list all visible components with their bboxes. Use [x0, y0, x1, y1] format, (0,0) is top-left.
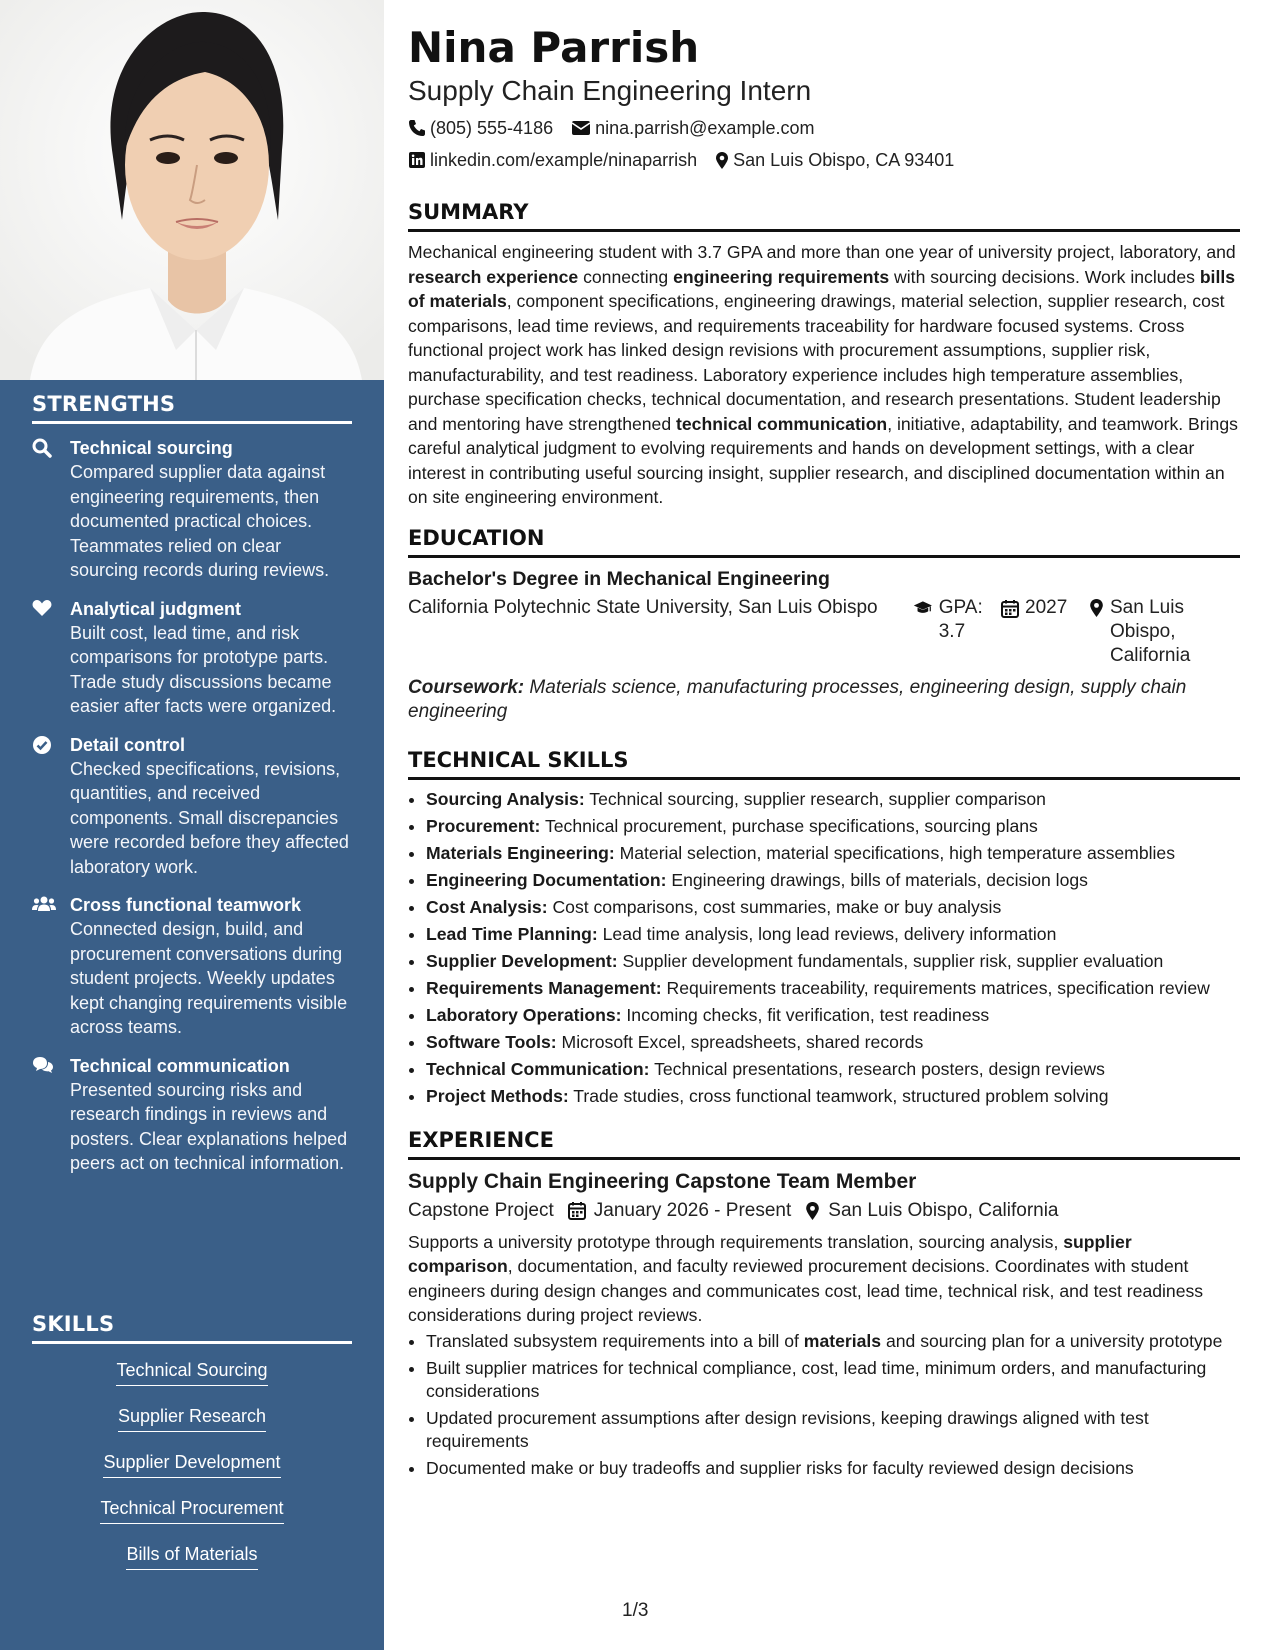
strength-title: Technical sourcing [70, 438, 233, 458]
experience-heading: EXPERIENCE [408, 1126, 1240, 1160]
technical-skills-section [408, 746, 1240, 1108]
phone-icon [408, 119, 426, 137]
summary-text: Mechanical engineering student with 3.7 GPA and more than one year of university project, laboratory, and research experience connecting engineering requirements with sourcing decisions. Work includes bills of materials, component specifications, engineering drawings, material selection, supplier research, cost comparisons, lead time reviews, and requirements traceability for hardware focused systems. Cross functional project work has linked design revisions with procurement assumptions, supplier risk, manufacturability, and test readiness. Laboratory experience includes high temperature assemblies, purchase specification checks, technical documentation, and research presentations. Student leadership and mentoring have strengthened technical communication, initiative, adaptability, and teamwork. Brings careful analytical judgment to evolving requirements and hands on development settings, with a clear interest in contributing useful sourcing insight, supplier research, and disciplined documentation within an on site engineering environment. [408, 242, 1238, 507]
strength-desc: Compared supplier data against engineering requirements, then documented practical choices. Teammates relied on clear sourcing records during reviews. [70, 462, 330, 580]
coursework-label: Coursework: [408, 676, 525, 698]
technical-skill-item: • Technical Communication: Technical presentations, research posters, design reviews [426, 1058, 1240, 1081]
candidate-role: Supply Chain Engineering Intern [408, 75, 812, 106]
experience-section [408, 1126, 1240, 1480]
strength-title: Analytical judgment [70, 598, 242, 619]
strength-desc: Presented sourcing risks and research findings in reviews and posters. Clear explanations helped peers act on technical information. [70, 1079, 348, 1173]
coursework [408, 676, 1240, 724]
skill-item: Technical Sourcing [116, 1358, 267, 1386]
technical-skill-item: • Cost Analysis: Cost comparisons, cost summaries, make or buy analysis [426, 896, 1240, 919]
strength-item [32, 1054, 352, 1176]
calendar-icon [1001, 599, 1019, 618]
search-icon [32, 436, 70, 583]
job-title: Supply Chain Engineering Capstone Team Member [408, 1169, 917, 1193]
strength-title: Detail control [70, 734, 186, 755]
map-marker-icon [715, 151, 729, 170]
job-bullets [408, 1330, 1240, 1480]
technical-skill-item: • Project Methods: Trade studies, cross functional teamwork, structured problem solving [426, 1085, 1240, 1108]
users-icon [32, 893, 70, 1040]
candidate-name: Nina Parrish [408, 23, 700, 72]
email-contact[interactable] [571, 116, 814, 140]
education-details [408, 596, 1240, 668]
contact-info [408, 116, 1240, 172]
gpa-block [913, 596, 1001, 668]
phone-contact[interactable] [408, 116, 553, 140]
comments-icon [32, 1054, 70, 1176]
strength-item [32, 733, 352, 880]
education-heading: EDUCATION [408, 524, 1240, 558]
job-bullet: • Translated subsystem requirements into a bill of materials and sourcing plan for a university prototype [426, 1330, 1240, 1353]
page-number: 1/3 [622, 1600, 649, 1621]
technical-skill-item: • Sourcing Analysis: Technical sourcing, supplier research, supplier comparison [426, 788, 1240, 811]
map-marker-icon [805, 1201, 820, 1221]
strength-desc: Checked specifications, revisions, quantities, and received components. Small discrepancies were recorded before they affected laboratory work. [70, 758, 349, 877]
linkedin-text: linkedin.com/example/ninaparrish [430, 150, 698, 170]
strength-item [32, 597, 352, 719]
phone-text: (805) 555-4186 [430, 118, 554, 138]
skill-item: Technical Procurement [100, 1496, 283, 1524]
job-dates-text: January 2026 - Present [593, 1199, 792, 1221]
technical-skill-item: • Materials Engineering: Material selection, material specifications, high temperature assemblies [426, 842, 1240, 865]
skill-item: Bills of Materials [126, 1542, 257, 1570]
heart-icon [32, 597, 70, 719]
school-location-text: San Luis Obispo, California [1110, 596, 1191, 666]
technical-skill-item: • Lead Time Planning: Lead time analysis, long lead reviews, delivery information [426, 923, 1240, 946]
technical-skill-item: • Software Tools: Microsoft Excel, spreadsheets, shared records [426, 1031, 1240, 1054]
year-text: 2027 [1025, 596, 1068, 618]
job-bullet: • Updated procurement assumptions after design revisions, keeping drawings aligned with test requirements [426, 1407, 1240, 1453]
main-content [408, 22, 1240, 1484]
graduation-year [1001, 596, 1089, 668]
job-bullet: • Built supplier matrices for technical compliance, cost, lead time, minimum orders, and manufacturing considerations [426, 1357, 1240, 1403]
job-bullet: • Documented make or buy tradeoffs and supplier risks for faculty reviewed design decisions [426, 1457, 1240, 1480]
strengths-section [32, 392, 352, 1190]
job-description: Supports a university prototype through requirements translation, sourcing analysis, supplier comparison, documentation, and faculty reviewed procurement decisions. Coordinates with student engineers during design changes and communicates cost, lead time, technical risk, and test readiness considerations during project reviews. [408, 1231, 1204, 1325]
profile-photo [0, 0, 384, 380]
graduation-cap-icon [913, 599, 933, 617]
skills-heading: SKILLS [32, 1312, 352, 1344]
calendar-icon [568, 1201, 586, 1220]
linkedin-icon [408, 151, 426, 169]
sidebar [0, 0, 384, 1650]
job-org: Capstone Project [408, 1199, 554, 1221]
strengths-heading: STRENGTHS [32, 392, 352, 424]
strength-desc: Connected design, build, and procurement conversations during student projects. Weekly updates kept changing requirements visible across teams. [70, 919, 348, 1037]
job-location-text: San Luis Obispo, California [828, 1199, 1059, 1221]
summary-section [408, 198, 1240, 510]
education-section [408, 524, 1240, 724]
school-name: California Polytechnic State University, San Luis Obispo [408, 596, 878, 618]
degree-title: Bachelor's Degree in Mechanical Engineering [408, 567, 830, 590]
technical-skill-item: • Laboratory Operations: Incoming checks, fit verification, test readiness [426, 1004, 1240, 1027]
strength-title: Technical communication [70, 1055, 290, 1076]
strength-item [32, 893, 352, 1040]
email-text: nina.parrish@example.com [595, 118, 815, 138]
technical-skill-item: • Supplier Development: Supplier development fundamentals, supplier risk, supplier evaluation [426, 950, 1240, 973]
gpa-text: GPA: 3.7 [938, 596, 983, 642]
skill-item: Supplier Development [103, 1450, 280, 1478]
skills-section [32, 1312, 352, 1588]
summary-heading: SUMMARY [408, 198, 1240, 232]
skills-list [32, 1358, 352, 1588]
technical-skills-heading: TECHNICAL SKILLS [408, 746, 1240, 780]
location-text: San Luis Obispo, CA 93401 [733, 150, 955, 170]
job-location [805, 1198, 1058, 1224]
school-location [1089, 596, 1240, 668]
strength-item [32, 436, 352, 583]
job-dates [568, 1198, 792, 1224]
coursework-text: Materials science, manufacturing processes, engineering design, supply chain engineering [408, 676, 1187, 722]
technical-skill-item: • Requirements Management: Requirements traceability, requirements matrices, specification review [426, 977, 1240, 1000]
strength-title: Cross functional teamwork [70, 895, 302, 915]
map-marker-icon [1089, 598, 1104, 618]
envelope-icon [571, 120, 591, 136]
check-circle-icon [32, 733, 70, 880]
skill-item: Supplier Research [118, 1404, 266, 1432]
job-meta [408, 1198, 1240, 1224]
linkedin-contact[interactable] [408, 148, 697, 172]
technical-skill-item: • Engineering Documentation: Engineering drawings, bills of materials, decision logs [426, 869, 1240, 892]
location-contact [715, 148, 954, 172]
technical-skill-item: • Procurement: Technical procurement, purchase specifications, sourcing plans [426, 815, 1240, 838]
strength-desc: Built cost, lead time, and risk comparisons for prototype parts. Trade study discussions became easier after facts were organized. [70, 622, 337, 716]
technical-skills-list [408, 788, 1240, 1108]
